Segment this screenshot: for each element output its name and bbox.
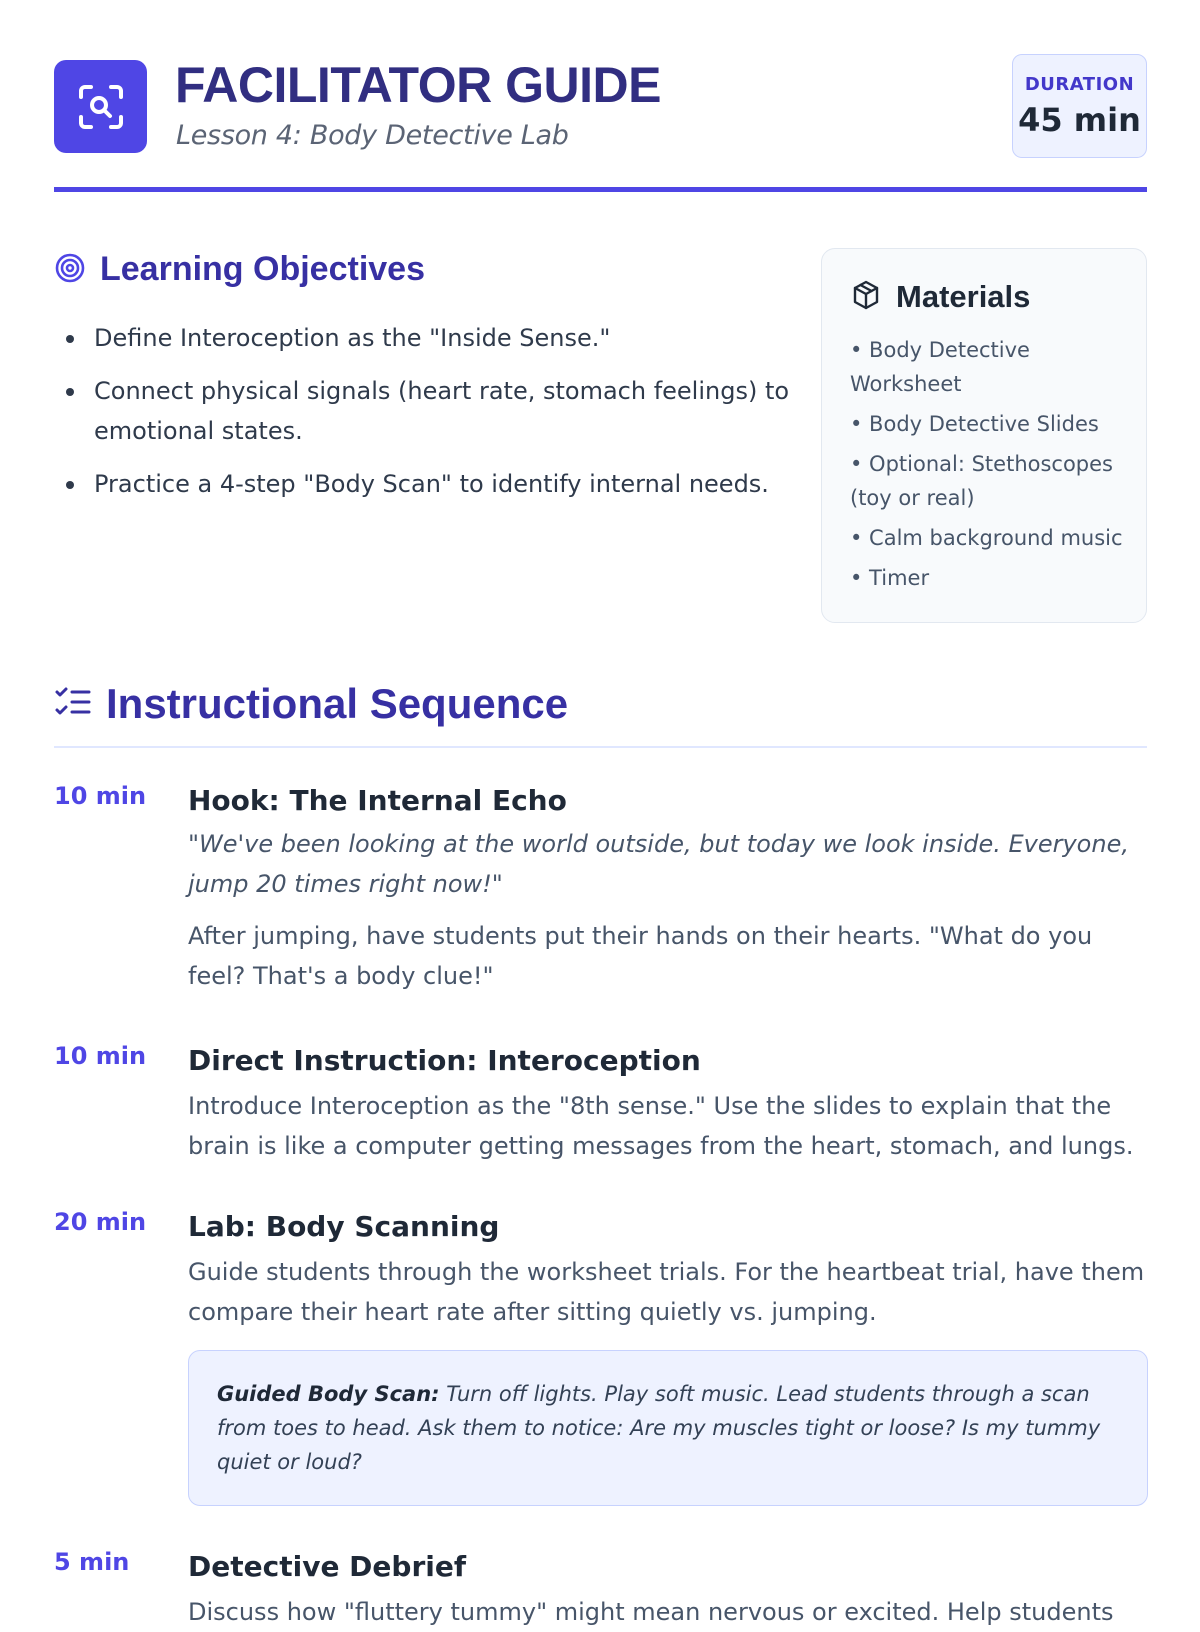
step-title: Lab: Body Scanning [188, 1210, 500, 1243]
objective-item: Define Interoception as the "Inside Sense." [54, 318, 794, 358]
duration-value: 45 min [1018, 100, 1141, 139]
callout-text: Turn off lights. Play soft music. Lead students through a scan from toes to head. Ask them to notice: Are my muscles tight or loose? Is my tummy quiet or loud? [217, 1382, 1101, 1474]
step-body [188, 1042, 1148, 1166]
list-checks-icon [54, 683, 92, 725]
materials-card [821, 248, 1147, 623]
objective-item: Practice a 4-step "Body Scan" to identify internal needs. [54, 464, 794, 504]
callout-label: Guided Body Scan: [217, 1382, 440, 1406]
step-time: 10 min [54, 1042, 147, 1070]
materials-list [850, 333, 1130, 601]
objectives-heading: Learning Objectives [100, 250, 425, 288]
guided-body-scan-callout [188, 1350, 1148, 1506]
duration-label: DURATION [1024, 73, 1135, 95]
step-body [188, 782, 1148, 996]
materials-heading: Materials [896, 279, 1031, 314]
material-item: • Timer [850, 566, 930, 590]
objectives-heading-row [54, 250, 425, 289]
objective-item: Connect physical signals (heart rate, stomach feelings) to emotional states. [54, 371, 794, 451]
step-text: After jumping, have students put their hands on their hearts. "What do you feel? That's a body clue!" [188, 922, 1093, 990]
step-quote: "We've been looking at the world outside, but today we look inside. Everyone, jump 20 times right now!" [188, 830, 1129, 898]
material-item: • Optional: Stethoscopes (toy or real) [850, 452, 1114, 510]
step-time: 5 min [54, 1548, 130, 1576]
material-item: • Calm background music [850, 526, 1123, 550]
package-icon [850, 279, 882, 315]
step-title: Detective Debrief [188, 1550, 467, 1583]
step-time: 10 min [54, 782, 147, 810]
step-body [188, 1548, 1148, 1632]
step-title: Direct Instruction: Interoception [188, 1044, 701, 1077]
step-body [188, 1208, 1148, 1506]
sequence-divider [54, 746, 1147, 748]
lesson-subtitle: Lesson 4: Body Detective Lab [176, 120, 569, 151]
duration-badge [1012, 54, 1147, 158]
step-text: Introduce Interoception as the "8th sense." Use the slides to explain that the brain is like a computer getting messages from the heart, stomach, and lungs. [188, 1092, 1134, 1160]
header-divider [54, 187, 1147, 192]
page-title: FACILITATOR GUIDE [175, 57, 661, 113]
materials-heading-row [850, 279, 1030, 315]
scan-search-icon [54, 60, 147, 153]
step-text: Discuss how "fluttery tummy" might mean nervous or excited. Help students [188, 1598, 1114, 1626]
step-title: Hook: The Internal Echo [188, 784, 567, 817]
guide-header [54, 54, 1147, 194]
sequence-heading-row [54, 680, 568, 728]
sequence-heading: Instructional Sequence [106, 680, 569, 727]
material-item: • Body Detective Worksheet [850, 338, 1030, 396]
target-icon [54, 252, 86, 288]
objectives-list [54, 318, 794, 517]
material-item: • Body Detective Slides [850, 412, 1099, 436]
step-time: 20 min [54, 1208, 147, 1236]
step-text: Guide students through the worksheet trials. For the heartbeat trial, have them compare their heart rate after sitting quietly vs. jumping. [188, 1258, 1145, 1326]
